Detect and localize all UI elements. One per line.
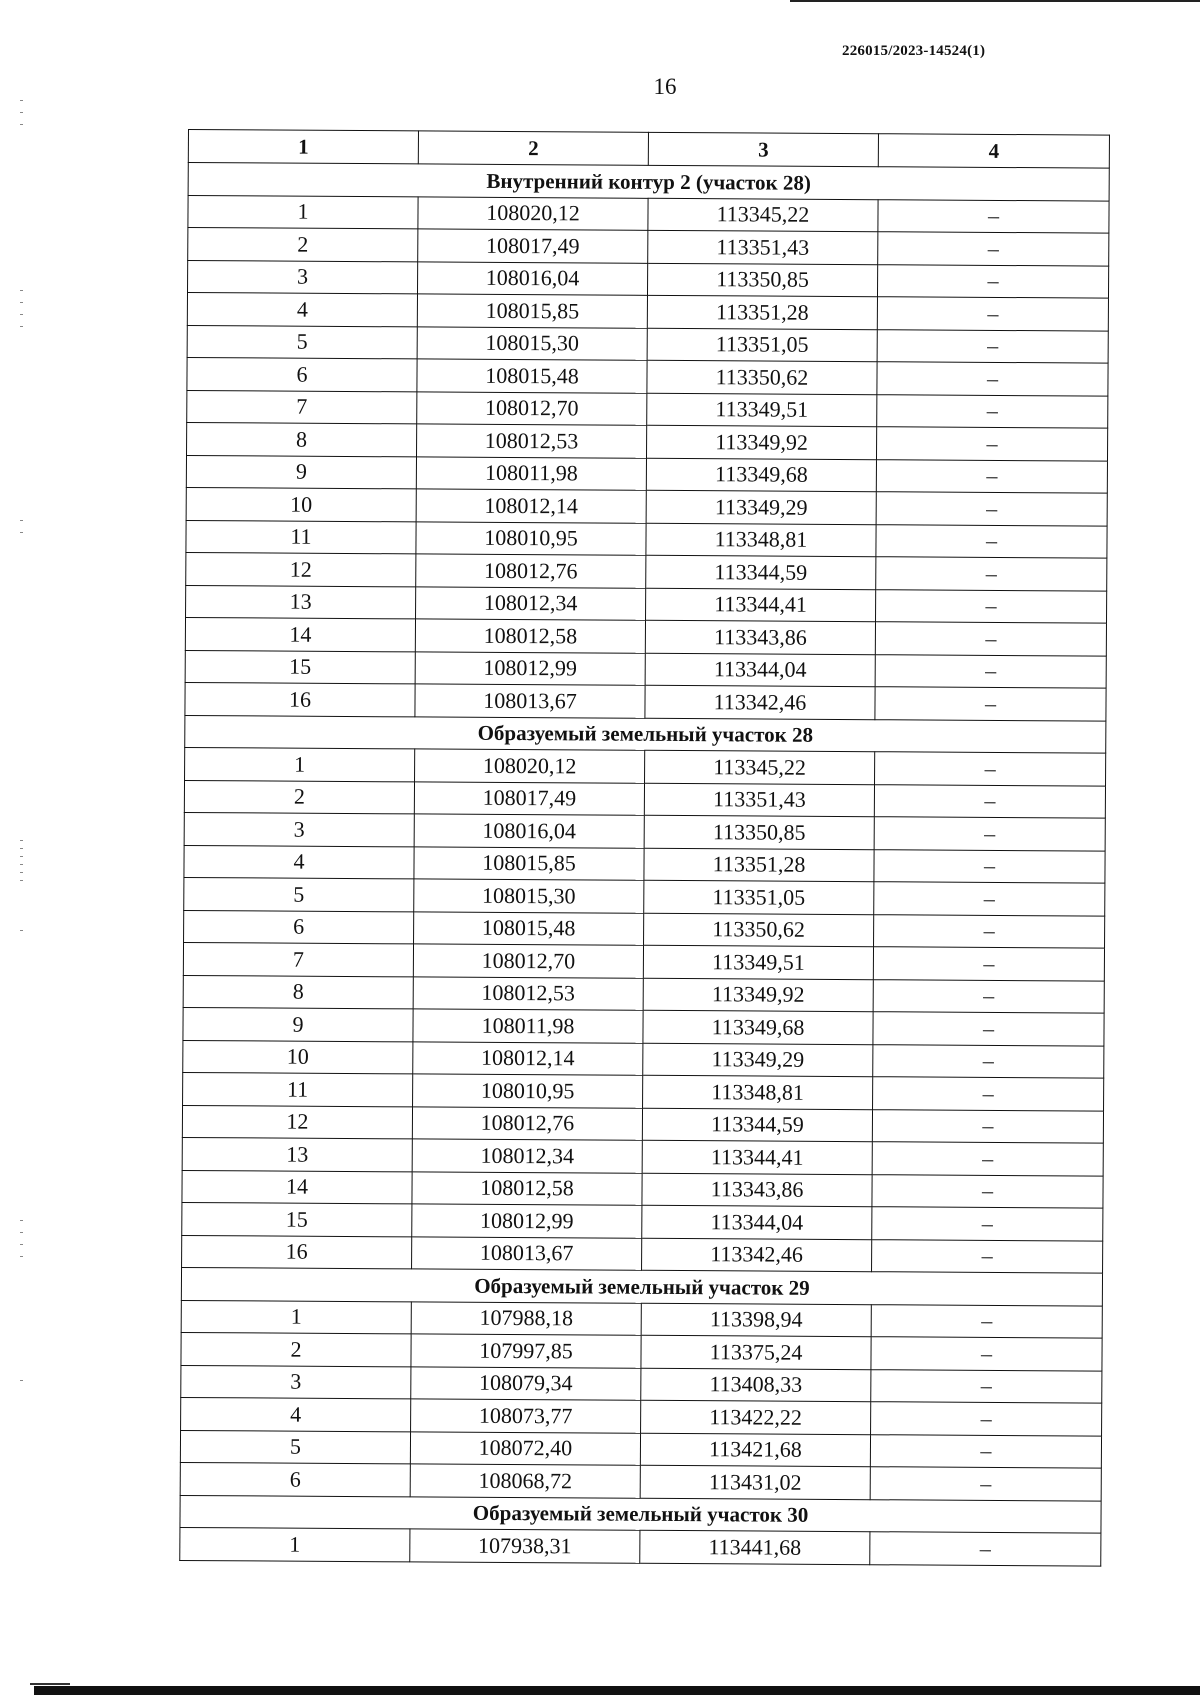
note-cell: – [870,1467,1101,1501]
column-header: 4 [878,134,1109,168]
point-number-cell: 12 [182,1105,412,1139]
note-cell: – [872,1207,1103,1241]
margin-scan-marks [20,90,26,1390]
y-coordinate-cell: 113349,29 [643,1043,873,1077]
note-cell: – [877,329,1108,363]
section-title: Внутренний контур 2 (участок 28) [188,163,1109,201]
y-coordinate-cell: 113350,85 [644,815,874,849]
header-row [188,130,1109,169]
y-coordinate-cell: 113441,68 [640,1530,870,1564]
y-coordinate-cell: 113351,28 [647,295,877,329]
x-coordinate-cell: 108012,14 [416,489,646,523]
document-number: 226015/2023-14524(1) [842,43,986,59]
point-number-cell: 5 [180,1430,410,1464]
point-number-cell: 15 [182,1202,412,1236]
point-number-cell: 10 [183,1040,413,1074]
y-coordinate-cell: 113344,04 [645,653,875,687]
note-cell: – [873,979,1104,1013]
y-coordinate-cell: 113349,51 [643,945,873,979]
note-cell: – [875,622,1106,656]
x-coordinate-cell: 107938,31 [410,1529,640,1563]
point-number-cell: 2 [184,780,414,814]
note-cell: – [875,752,1106,786]
y-coordinate-cell: 113348,81 [646,523,876,557]
table-body [180,163,1110,1566]
y-coordinate-cell: 113421,68 [640,1433,870,1467]
note-cell: – [876,459,1107,493]
point-number-cell: 13 [182,1137,412,1171]
point-number-cell: 1 [180,1527,410,1561]
point-number-cell: 9 [186,455,416,489]
y-coordinate-cell: 113375,24 [641,1335,871,1369]
y-coordinate-cell: 113344,41 [646,588,876,622]
x-coordinate-cell: 108017,49 [414,781,644,815]
x-coordinate-cell: 108016,04 [417,261,647,295]
y-coordinate-cell: 113351,43 [648,230,878,264]
x-coordinate-cell: 108020,12 [415,749,645,783]
point-number-cell: 11 [183,1072,413,1106]
x-coordinate-cell: 108013,67 [415,684,645,718]
point-number-cell: 9 [183,1007,413,1041]
note-cell: – [874,882,1105,916]
x-coordinate-cell: 108015,30 [417,326,647,360]
point-number-cell: 8 [183,975,413,1009]
x-coordinate-cell: 108020,12 [418,196,648,230]
y-coordinate-cell: 113343,86 [645,620,875,654]
x-coordinate-cell: 108012,34 [416,586,646,620]
point-number-cell: 6 [184,910,414,944]
point-number-cell: 11 [186,520,416,554]
note-cell: – [878,232,1109,266]
point-number-cell: 6 [187,357,417,391]
note-cell: – [871,1369,1102,1403]
x-coordinate-cell: 108010,95 [413,1074,643,1108]
x-coordinate-cell: 108068,72 [410,1464,640,1498]
point-number-cell: 16 [185,682,415,716]
note-cell: – [874,817,1105,851]
note-cell: – [870,1532,1101,1566]
x-coordinate-cell: 108015,30 [414,879,644,913]
note-cell: – [876,589,1107,623]
point-number-cell: 16 [182,1235,412,1269]
x-coordinate-cell: 108013,67 [412,1236,642,1270]
note-cell: – [871,1402,1102,1436]
note-cell: – [877,394,1108,428]
point-number-cell: 14 [185,617,415,651]
x-coordinate-cell: 108012,58 [415,619,645,653]
x-coordinate-cell: 108017,49 [418,229,648,263]
x-coordinate-cell: 108016,04 [414,814,644,848]
note-cell: – [873,947,1104,981]
y-coordinate-cell: 113349,92 [647,425,877,459]
y-coordinate-cell: 113349,51 [647,393,877,427]
y-coordinate-cell: 113351,05 [647,328,877,362]
y-coordinate-cell: 113342,46 [645,685,875,719]
x-coordinate-cell: 107997,85 [411,1334,641,1368]
note-cell: – [870,1434,1101,1468]
column-header: 3 [648,132,878,166]
x-coordinate-cell: 108012,53 [417,424,647,458]
note-cell: – [878,199,1109,233]
y-coordinate-cell: 113422,22 [641,1400,871,1434]
note-cell: – [873,1012,1104,1046]
column-header: 2 [418,131,648,165]
x-coordinate-cell: 108012,34 [412,1139,642,1173]
section-title: Образуемый земельный участок 28 [185,715,1106,753]
note-cell: – [871,1337,1102,1371]
y-coordinate-cell: 113398,94 [641,1303,871,1337]
point-number-cell: 12 [186,552,416,586]
point-number-cell: 1 [188,195,418,229]
y-coordinate-cell: 113350,62 [647,360,877,394]
y-coordinate-cell: 113344,41 [642,1140,872,1174]
point-number-cell: 6 [180,1462,410,1496]
point-number-cell: 8 [187,422,417,456]
y-coordinate-cell: 113342,46 [642,1238,872,1272]
point-number-cell: 3 [181,1365,411,1399]
x-coordinate-cell: 108015,48 [417,359,647,393]
point-number-cell: 14 [182,1170,412,1204]
x-coordinate-cell: 108011,98 [416,456,646,490]
note-cell: – [876,524,1107,558]
point-number-cell: 1 [181,1300,411,1334]
note-cell: – [872,1142,1103,1176]
point-number-cell: 7 [183,942,413,976]
x-coordinate-cell: 108015,48 [414,911,644,945]
section-title: Образуемый земельный участок 30 [180,1495,1101,1533]
x-coordinate-cell: 108015,85 [417,294,647,328]
bottom-scan-rule [34,1686,1200,1695]
note-cell: – [876,492,1107,526]
point-number-cell: 4 [184,845,414,879]
table-row [180,1527,1101,1565]
x-coordinate-cell: 108012,53 [413,976,643,1010]
point-number-cell: 7 [187,390,417,424]
point-number-cell: 15 [185,650,415,684]
point-number-cell: 3 [184,812,414,846]
x-coordinate-cell: 108073,77 [411,1399,641,1433]
note-cell: – [874,849,1105,883]
note-cell: – [877,362,1108,396]
y-coordinate-cell: 113345,22 [645,750,875,784]
note-cell: – [875,654,1106,688]
note-cell: – [871,1304,1102,1338]
point-number-cell: 5 [184,877,414,911]
section-title: Образуемый земельный участок 29 [181,1267,1102,1305]
note-cell: – [875,687,1106,721]
note-cell: – [876,427,1107,461]
note-cell: – [873,1044,1104,1078]
x-coordinate-cell: 108012,76 [412,1106,642,1140]
x-coordinate-cell: 108012,99 [415,651,645,685]
y-coordinate-cell: 113408,33 [641,1368,871,1402]
point-number-cell: 2 [188,228,418,262]
y-coordinate-cell: 113351,05 [644,880,874,914]
x-coordinate-cell: 108079,34 [411,1366,641,1400]
point-number-cell: 4 [181,1397,411,1431]
x-coordinate-cell: 108012,70 [413,944,643,978]
coordinates-table [179,129,1110,1566]
y-coordinate-cell: 113350,85 [647,263,877,297]
y-coordinate-cell: 113349,29 [646,490,876,524]
y-coordinate-cell: 113431,02 [640,1465,870,1499]
column-header: 1 [188,130,418,164]
point-number-cell: 5 [187,325,417,359]
y-coordinate-cell: 113350,62 [644,913,874,947]
x-coordinate-cell: 108010,95 [416,521,646,555]
point-number-cell: 4 [187,293,417,327]
note-cell: – [872,1109,1103,1143]
x-coordinate-cell: 108012,14 [413,1041,643,1075]
y-coordinate-cell: 113349,68 [646,458,876,492]
note-cell: – [873,1077,1104,1111]
note-cell: – [877,264,1108,298]
note-cell: – [872,1239,1103,1273]
y-coordinate-cell: 113343,86 [642,1173,872,1207]
note-cell: – [877,297,1108,331]
x-coordinate-cell: 108072,40 [410,1431,640,1465]
point-number-cell: 1 [185,747,415,781]
x-coordinate-cell: 108012,76 [416,554,646,588]
coordinates-table-wrapper [179,129,1109,1566]
y-coordinate-cell: 113345,22 [648,198,878,232]
note-cell: – [876,557,1107,591]
x-coordinate-cell: 108012,58 [412,1171,642,1205]
x-coordinate-cell: 107988,18 [411,1301,641,1335]
y-coordinate-cell: 113351,28 [644,848,874,882]
x-coordinate-cell: 108011,98 [413,1009,643,1043]
x-coordinate-cell: 108012,99 [412,1204,642,1238]
y-coordinate-cell: 113349,68 [643,1010,873,1044]
x-coordinate-cell: 108015,85 [414,846,644,880]
page-number: 16 [653,74,677,99]
y-coordinate-cell: 113344,59 [642,1108,872,1142]
y-coordinate-cell: 113351,43 [644,783,874,817]
point-number-cell: 2 [181,1332,411,1366]
x-coordinate-cell: 108012,70 [417,391,647,425]
point-number-cell: 10 [186,487,416,521]
y-coordinate-cell: 113349,92 [643,978,873,1012]
y-coordinate-cell: 113344,04 [642,1205,872,1239]
point-number-cell: 13 [186,585,416,619]
y-coordinate-cell: 113344,59 [646,555,876,589]
y-coordinate-cell: 113348,81 [643,1075,873,1109]
note-cell: – [872,1174,1103,1208]
note-cell: – [874,914,1105,948]
note-cell: – [874,784,1105,818]
top-scan-rule [790,0,1200,2]
bottom-scan-mark [30,1683,70,1685]
point-number-cell: 3 [188,260,418,294]
